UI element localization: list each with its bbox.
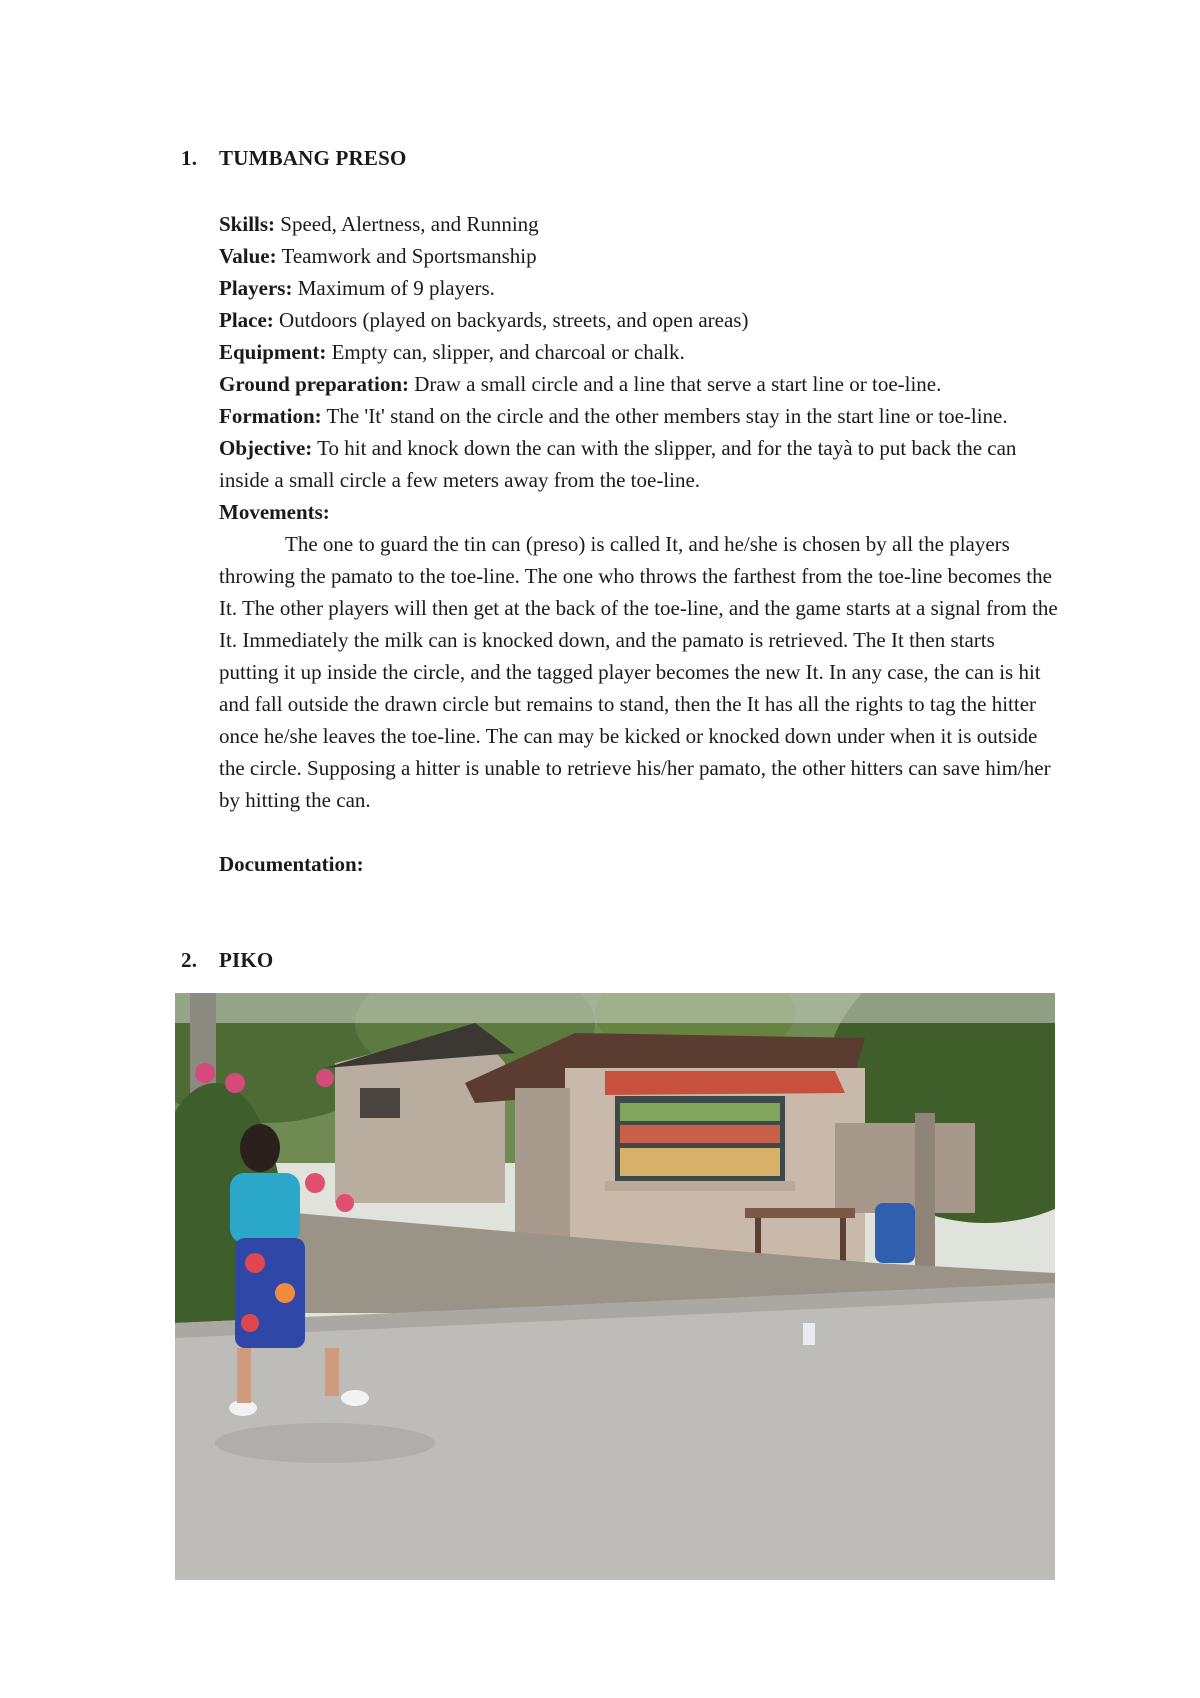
field-formation: Formation: The 'It' stand on the circle and the other members stay in the start line or toe-line.: [219, 404, 1008, 428]
section-2-title: PIKO: [219, 948, 274, 972]
field-ground-preparation: Ground preparation: Draw a small circle and a line that serve a start line or toe-line.: [219, 372, 942, 396]
section-1-heading: [181, 146, 407, 171]
field-skills: Skills: Speed, Alertness, and Running: [219, 212, 539, 236]
field-objective: Objective: To hit and knock down the can with the slipper, and for the tayà to put back the can inside a small circle a few meters away from the toe-line.: [219, 436, 1017, 492]
field-place: Place: Outdoors (played on backyards, streets, and open areas): [219, 308, 749, 332]
field-equipment: Equipment: Empty can, slipper, and charcoal or chalk.: [219, 340, 685, 364]
section-2-number: 2.: [181, 948, 198, 972]
documentation-photo: [175, 993, 1055, 1580]
photo-illustration: [175, 993, 1055, 1580]
section-1-content: [219, 208, 1069, 880]
movements-paragraph: The one to guard the tin can (preso) is called It, and he/she is chosen by all the players throwing the pamato to the toe-line. The one who throws the farthest from the toe-line becomes the It. The other players will then get at the back of the toe-line, and the game starts at a signal from the It. Immediately the milk can is knocked down, and the pamato is retrieved. The It then starts putting it up inside the circle, and the tagged player becomes the new It. In any case, the can is hit and fall outside the drawn circle but remains to stand, then the It has all the rights to tag the hitter once he/she leaves the toe-line. The can may be kicked or knocked down under when it is outside the circle. Supposing a hitter is unable to retrieve his/her pamato, the other hitters can save him/her by hitting the can.: [219, 532, 1058, 812]
documentation-label: Documentation:: [219, 852, 364, 876]
section-1-number: 1.: [181, 146, 198, 170]
section-1-title: TUMBANG PRESO: [219, 146, 407, 170]
field-players: Players: Maximum of 9 players.: [219, 276, 495, 300]
field-value: Value: Teamwork and Sportsmanship: [219, 244, 537, 268]
section-2-heading: [181, 948, 273, 973]
field-movements-label: Movements:: [219, 500, 330, 524]
